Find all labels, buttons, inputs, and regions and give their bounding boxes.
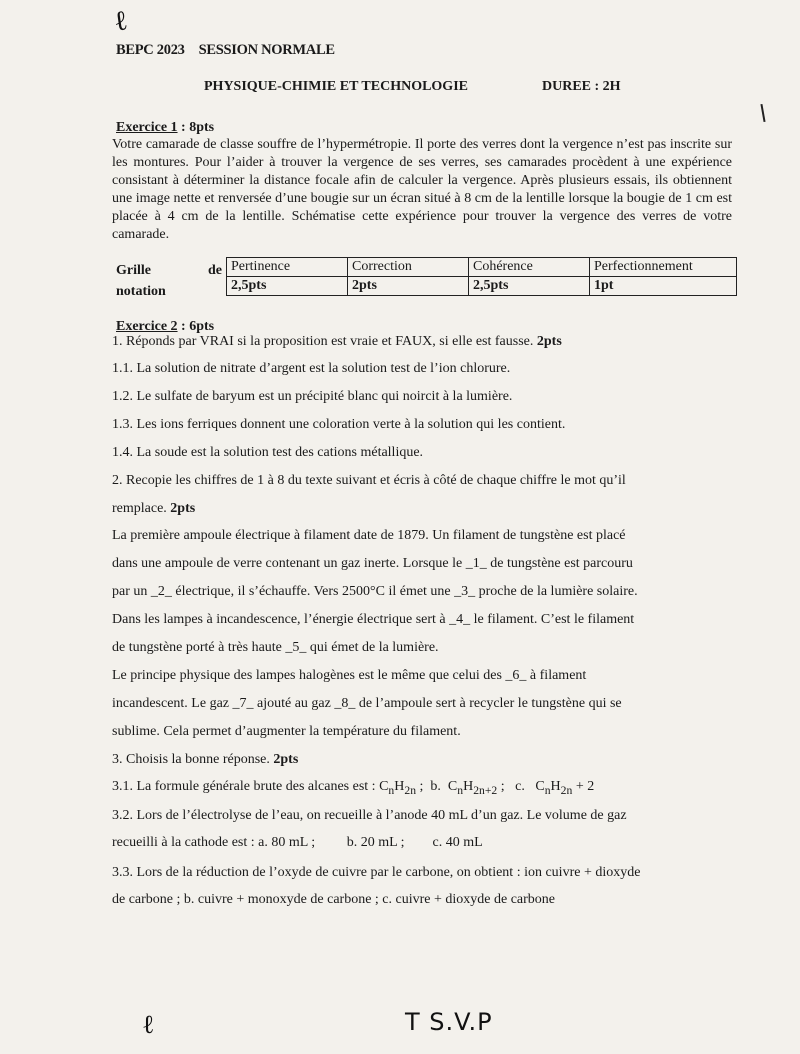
formula-c: $C_nH_{2n} + 2$ xyxy=(535,779,595,797)
question-3-3: 3.3. Lors de la réduction de l’oxyde de cuivre par le carbone, on obtient : ion cuivre + dioxyde xyxy=(112,865,641,880)
duration: DUREE : 2H xyxy=(542,79,621,94)
question-1-2: 1.2. Le sulfate de baryum est un précipité blanc qui noircit à la lumière. xyxy=(112,389,513,404)
handwritten-tsvp: T S.V.P xyxy=(405,1008,493,1036)
question-1-3: 1.3. Les ions ferriques donnent une coloration verte à la solution qui les contient. xyxy=(112,417,566,432)
grid-cell: 1pt xyxy=(590,277,737,296)
grading-grid xyxy=(226,257,737,296)
question-1: 1. Réponds par VRAI si la proposition est vraie et FAUX, si elle est fausse. 2pts xyxy=(112,334,562,349)
text-line: Dans les lampes à incandescence, l’énergie électrique sert à _4_ le filament. C’est le filament xyxy=(112,612,635,627)
exercise-1-text: Votre camarade de classe souffre de l’hypermétropie. Il porte des verres dont la vergence n’est pas inscrite sur les montures. Pour l’aider à trouver la vergence de ses verres, ses camarades procèdent à une expérience consistant à déterminer la distance focale afin de calculer la vergence. Après plusieurs essais, ils obtiennent une image nette et renversée d’une bougie sur un écran situé à 8 cm de la lentille lorsque la bougie de 1 cm est placée à 4 cm de la lentille. Schématise cette expérience pour trouver la vergence des verres de votre camarade. xyxy=(112,137,732,242)
session-type: SESSION NORMALE xyxy=(198,42,335,58)
grid-cell: 2,5pts xyxy=(227,277,348,296)
question-1-1: 1.1. La solution de nitrate d’argent est la solution test de l’ion chlorure. xyxy=(112,361,511,376)
question-3-3-cont: de carbone ; b. cuivre + monoxyde de carbone ; c. cuivre + dioxyde de carbone xyxy=(112,892,556,907)
grid-header-row xyxy=(227,258,737,277)
question-2: 2. Recopie les chiffres de 1 à 8 du texte suivant et écris à côté de chaque chiffre le mot qu’il xyxy=(112,473,626,488)
grid-label: Grille de xyxy=(116,263,222,278)
handwritten-mark-bottom: ℓ xyxy=(142,1010,155,1040)
session-heading xyxy=(116,42,335,59)
formula-b: $C_nH_{2n+2}$ xyxy=(447,779,498,797)
pen-stroke xyxy=(760,104,765,122)
question-2-cont: remplace. 2pts xyxy=(112,501,196,516)
text-line: Le principe physique des lampes halogènes est le même que celui des _6_ à filament xyxy=(112,668,587,683)
text-line: de tungstène porté à très haute _5_ qui émet de la lumière. xyxy=(112,640,439,655)
question-1-4: 1.4. La soude est la solution test des cations métallique. xyxy=(112,445,424,460)
grid-cell: 2pts xyxy=(348,277,469,296)
grid-cell: Cohérence xyxy=(469,258,590,277)
handwritten-mark-top: ℓ xyxy=(111,3,130,38)
subject-title: PHYSIQUE-CHIMIE ET TECHNOLOGIE xyxy=(204,79,468,94)
question-3: 3. Choisis la bonne réponse. 2pts xyxy=(112,752,299,767)
question-3-1: 3.1. La formule générale brute des alcanes est : $C_nH_{2n}$ ; b. $C_nH_{2n+2}$ ; c. $C_nH_{2n} + 2$ xyxy=(112,779,595,797)
exercise-2-title: Exercice 2 : 6pts xyxy=(116,319,215,334)
text-line: par un _2_ électrique, il s’échauffe. Vers 2500°C il émet une _3_ proche de la lumière solaire. xyxy=(112,584,638,599)
text-line: dans une ampoule de verre contenant un gaz inerte. Lorsque le _1_ de tungstène est parcouru xyxy=(112,556,633,571)
text-line: La première ampoule électrique à filament date de 1879. Un filament de tungstène est placé xyxy=(112,528,626,543)
grid-value-row xyxy=(227,277,737,296)
grid-cell: Correction xyxy=(348,258,469,277)
grid-cell: Pertinence xyxy=(227,258,348,277)
question-3-2: 3.2. Lors de l’électrolyse de l’eau, on recueille à l’anode 40 mL d’un gaz. Le volume de gaz xyxy=(112,808,627,823)
grid-label-2: notation xyxy=(116,284,166,299)
text-line: sublime. Cela permet d’augmenter la température du filament. xyxy=(112,724,461,739)
grid-cell: 2,5pts xyxy=(469,277,590,296)
exercise-1-title: Exercice 1 : 8pts xyxy=(116,120,215,135)
formula-a: $C_nH_{2n}$ xyxy=(379,779,417,797)
grid-cell: Perfectionnement xyxy=(590,258,737,277)
session-year: BEPC 2023 xyxy=(116,42,185,58)
question-3-2-cont: recueilli à la cathode est : a. 80 mL ; b. 20 mL ; c. 40 mL xyxy=(112,835,483,850)
text-line: incandescent. Le gaz _7_ ajouté au gaz _8_ de l’ampoule sert à recycler le tungstène qui se xyxy=(112,696,622,711)
